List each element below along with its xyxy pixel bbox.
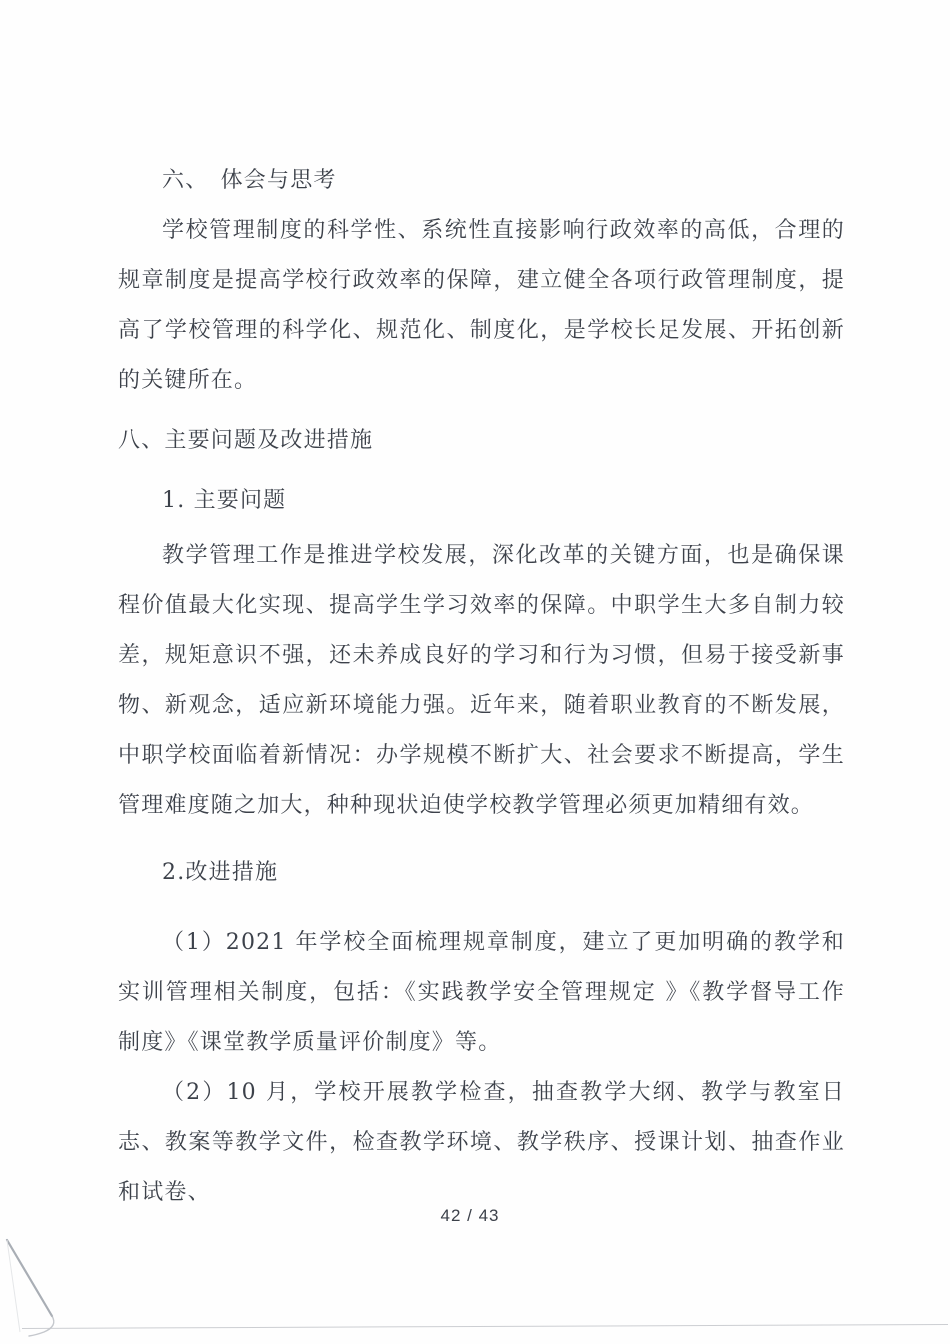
document-text [118,156,845,1218]
paragraph-main-problems: 教学管理工作是推进学校发展，深化改革的关键方面，也是确保课程价值最大化实现、提高学生学习效率的保障。中职学生大多自制力较差，规矩意识不强，还未养成良好的学习和行为习惯，但易于接受新事物、新观念，适应新环境能力强。近年来，随着职业教育的不断发展，中职学校面临着新情况：办学规模不断扩大、社会要求不断提高，学生管理难度随之加大，种种现状迫使学校教学管理必须更加精细有效。 [118,543,845,818]
page-number: 42 / 43 [440,1206,500,1225]
subheading-main-problems: 1. 主要问题 [162,488,287,513]
paragraph-improvement-1: （1）2021 年学校全面梳理规章制度，建立了更加明确的教学和实训管理相关制度，包括：《实践教学安全管理规定 》《教学督导工作制度》《课堂教学质量评价制度》等。 [118,930,845,1055]
section-heading-eight-problems: 八、主要问题及改进措施 [118,428,374,453]
paragraph-management-system: 学校管理制度的科学性、系统性直接影响行政效率的高低，合理的规章制度是提高学校行政效率的保障，建立健全各项行政管理制度，提高了学校管理的科学化、规范化、制度化，是学校长足发展、开拓创新的关键所在。 [118,218,845,393]
scan-edge-line [22,1324,948,1329]
subheading-improvement-measures: 2.改进措施 [162,860,279,885]
section-heading-six-reflections: 六、 体会与思考 [162,168,337,193]
paragraph-improvement-2: （2）10 月，学校开展教学检查，抽查教学大纲、教学与教室日志、教案等教学文件，检查教学环境、教学秩序、授课计划、抽查作业和试卷、 [118,1080,845,1205]
